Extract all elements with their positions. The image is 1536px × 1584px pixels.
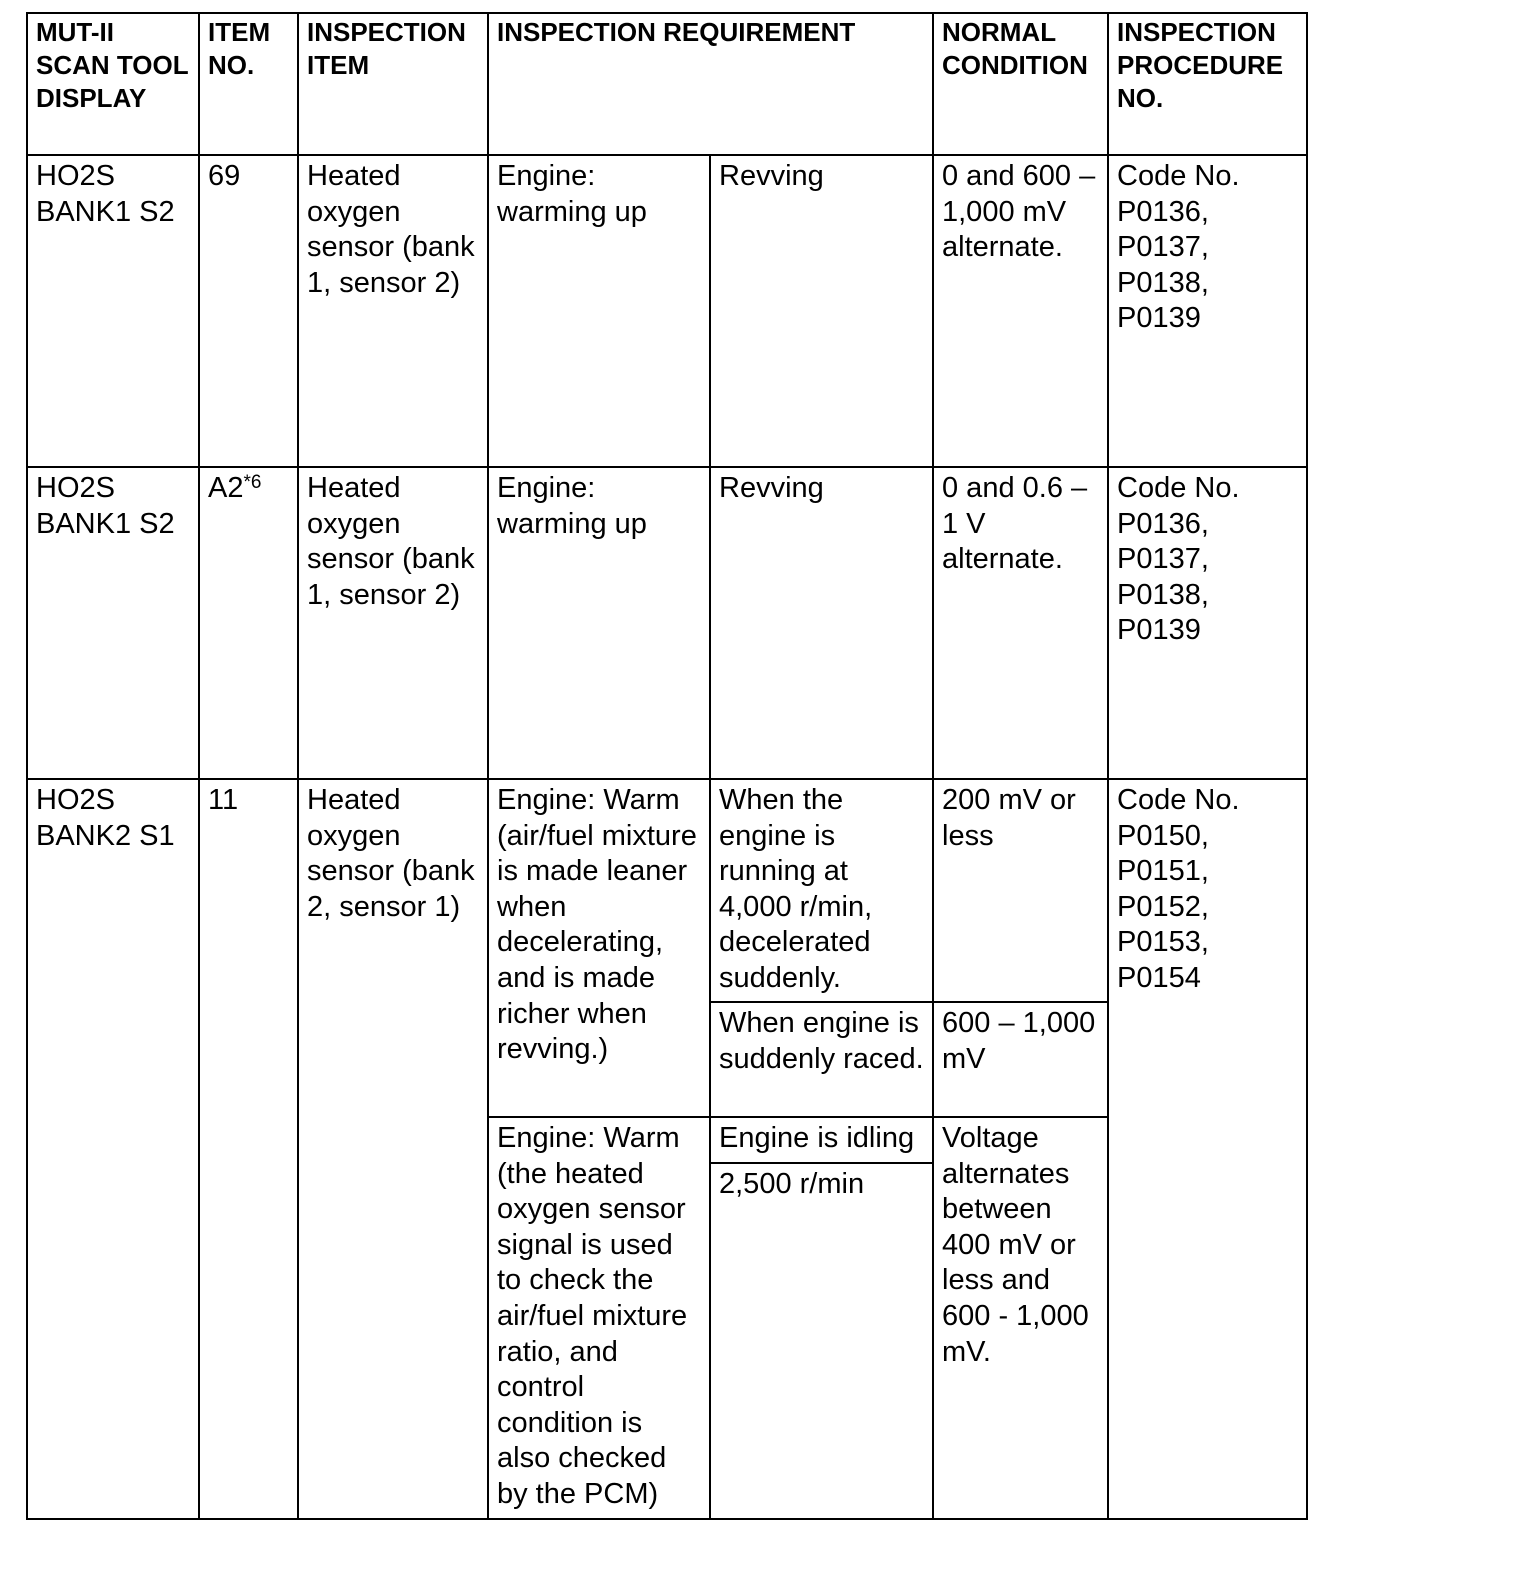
item-no-footnote: *6 [243, 472, 262, 493]
procedure-cell: Code No. P0136, P0137, P0138, P0139 [1108, 467, 1307, 779]
procedure-cell: Code No. P0136, P0137, P0138, P0139 [1108, 155, 1307, 467]
req-condition-cell: When engine is suddenly raced. [710, 1002, 933, 1117]
item-no-cell [199, 467, 298, 779]
header-normal: NORMAL CONDITION [933, 13, 1108, 155]
item-no-cell: 69 [199, 155, 298, 467]
header-row [27, 13, 1307, 155]
req-condition-cell: Revving [710, 155, 933, 467]
inspection-table [26, 12, 1308, 1520]
header-item: INSPECTION ITEM [298, 13, 488, 155]
display-cell: HO2S BANK1 S2 [27, 467, 199, 779]
req-engine-cell: Engine: Warm (the heated oxygen sensor signal is used to check the air/fuel mixture ratio, and control condition is also checked by the PCM) [488, 1117, 710, 1519]
req-engine-cell: Engine: warming up [488, 467, 710, 779]
normal-cell: 0 and 600 – 1,000 mV alternate. [933, 155, 1108, 467]
header-requirement: INSPECTION REQUIREMENT [488, 13, 933, 155]
procedure-cell: Code No. P0150, P0151, P0152, P0153, P0154 [1108, 779, 1307, 1519]
normal-cell: 600 – 1,000 mV [933, 1002, 1108, 1117]
item-no-cell: 11 [199, 779, 298, 1519]
item-no-value: A2 [208, 472, 244, 504]
table-row [27, 467, 1307, 779]
item-cell: Heated oxygen sensor (bank 2, sensor 1) [298, 779, 488, 1519]
req-condition-cell: When the engine is running at 4,000 r/min, decelerated suddenly. [710, 779, 933, 1002]
header-item-no: ITEM NO. [199, 13, 298, 155]
header-procedure: INSPECTION PROCEDURE NO. [1108, 13, 1307, 155]
normal-cell: 0 and 0.6 – 1 V alternate. [933, 467, 1108, 779]
display-cell: HO2S BANK1 S2 [27, 155, 199, 467]
item-cell: Heated oxygen sensor (bank 1, sensor 2) [298, 155, 488, 467]
normal-cell: 200 mV or less [933, 779, 1108, 1002]
req-engine-cell: Engine: Warm (air/fuel mixture is made leaner when decelerating, and is made richer when revving.) [488, 779, 710, 1117]
item-cell: Heated oxygen sensor (bank 1, sensor 2) [298, 467, 488, 779]
req-condition-cell: Engine is idling [710, 1117, 933, 1163]
normal-cell: Voltage alternates between 400 mV or less and 600 - 1,000 mV. [933, 1117, 1108, 1519]
display-cell: HO2S BANK2 S1 [27, 779, 199, 1519]
req-condition-cell: 2,500 r/min [710, 1163, 933, 1519]
header-display: MUT-II SCAN TOOL DISPLAY [27, 13, 199, 155]
req-engine-cell: Engine: warming up [488, 155, 710, 467]
table-row [27, 155, 1307, 467]
table-row [27, 779, 1307, 1002]
req-condition-cell: Revving [710, 467, 933, 779]
